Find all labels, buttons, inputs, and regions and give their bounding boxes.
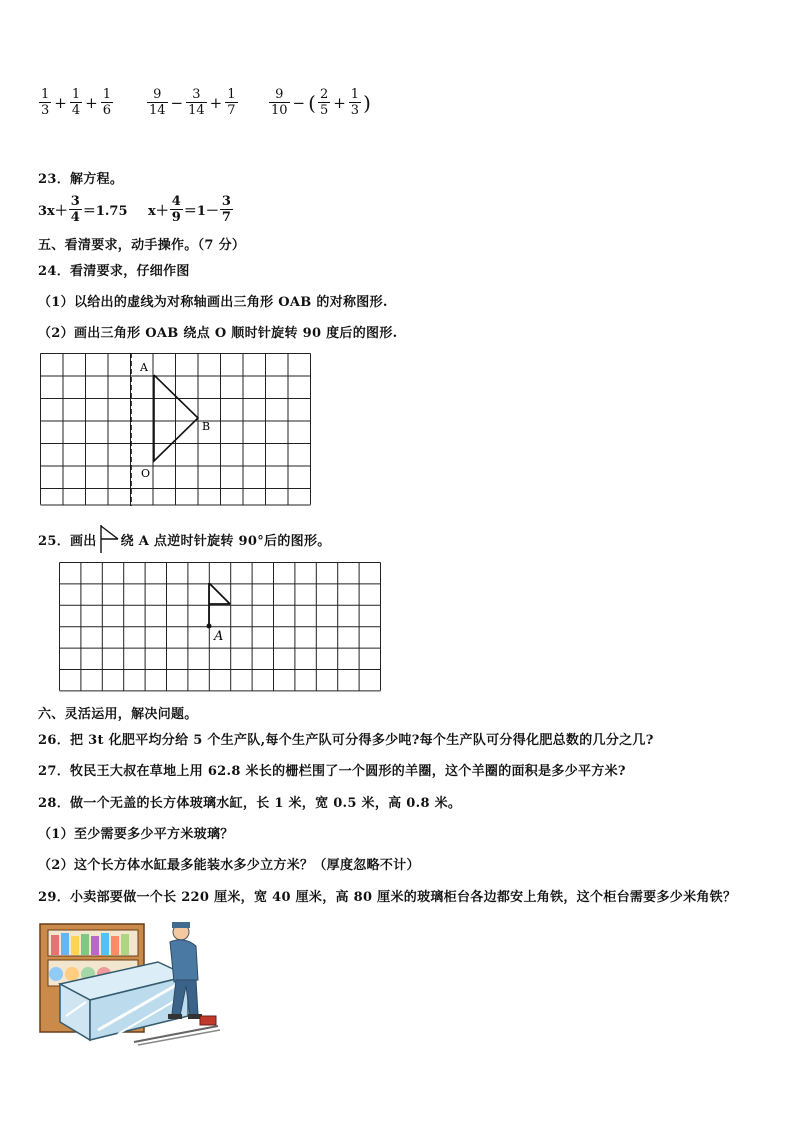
point-a — [207, 624, 212, 629]
grid-lines — [41, 354, 311, 506]
expression-2: $\frac{9}{14}$ − $\frac{3}{14}$ + $\frac{1}{7}$ — [149, 87, 236, 118]
shop-counter-illustration — [38, 918, 222, 1046]
q28-sub1: （1）至少需要多少平方米玻璃？ — [38, 827, 234, 842]
q29-text: 29．小卖部要做一个长 220 厘米，宽 40 厘米，高 80 厘米的玻璃柜台各边都安上角铁，这个柜台需要多少米角铁？ — [38, 890, 737, 905]
fraction: $\frac{9}{10}$ — [271, 87, 288, 118]
flag-diagonal — [209, 583, 230, 604]
q24-title: 24．看清要求，仔细作图 — [38, 264, 190, 279]
fraction: $\frac{3}{14}$ — [188, 87, 205, 118]
fraction: $\frac{3}{4}$ — [70, 194, 80, 225]
label-a: A — [214, 629, 224, 644]
grid-lines — [60, 563, 381, 691]
fraction: $\frac{2}{5}$ — [319, 87, 329, 118]
equation-1: 3x＋ $\frac{3}{4}$ ＝1.75 — [38, 194, 128, 225]
fraction: $\frac{1}{7}$ — [227, 87, 236, 118]
q28-sub2: （2）这个长方体水缸最多能装水多少立方米？（厚度忽略不计） — [38, 858, 420, 873]
q24-sub1: （1）以给出的虚线为对称轴画出三角形 OAB 的对称图形. — [38, 295, 388, 310]
expression-1: $\frac{1}{3}$ + $\frac{1}{4}$ + $\frac{1}{6}$ — [41, 87, 111, 118]
fraction: $\frac{1}{3}$ — [350, 87, 360, 118]
q25-title: 25．画出 绕 A 点逆时针旋转 90°后的图形。 — [38, 525, 331, 553]
q25-grid-figure — [59, 562, 383, 692]
fraction: $\frac{1}{4}$ — [71, 87, 81, 118]
q24-sub2: （2）画出三角形 OAB 绕点 O 顺时针旋转 90 度后的图形. — [38, 326, 398, 341]
label-o: O — [141, 467, 151, 480]
q26-text: 26．把 3t 化肥平均分给 5 个生产队,每个生产队可分得多少吨?每个生产队可分得化肥总数的几分之几? — [38, 733, 654, 748]
flag-shape-icon — [98, 525, 120, 553]
fraction: $\frac{1}{3}$ — [41, 87, 50, 118]
q27-text: 27．牧民王大叔在草地上用 62.8 米长的栅栏围了一个圆形的羊圈，这个羊圈的面积是多少平方米? — [38, 764, 626, 779]
fraction: $\frac{1}{6}$ — [102, 87, 111, 118]
expression-3: $\frac{9}{10}$ − ( $\frac{2}{5}$ + $\frac{1}{3}$ ) — [271, 87, 371, 118]
fraction: $\frac{4}{9}$ — [171, 194, 181, 225]
q28-title: 28．做一个无盖的长方体玻璃水缸，长 1 米，宽 0.5 米，高 0.8 米。 — [38, 796, 462, 811]
section-6-heading: 六、灵活运用，解决问题。 — [38, 707, 198, 722]
fraction: $\frac{9}{14}$ — [149, 87, 166, 118]
section-5-heading: 五、看清要求，动手操作。（7 分） — [38, 238, 246, 253]
q24-grid-figure — [40, 353, 312, 506]
equation-2: x＋ $\frac{4}{9}$ ＝1－ $\frac{3}{7}$ — [148, 194, 231, 225]
label-a: A — [140, 361, 148, 374]
label-b: B — [202, 420, 211, 433]
q23-title: 23．解方程。 — [38, 172, 124, 187]
fraction: $\frac{3}{7}$ — [221, 194, 231, 225]
